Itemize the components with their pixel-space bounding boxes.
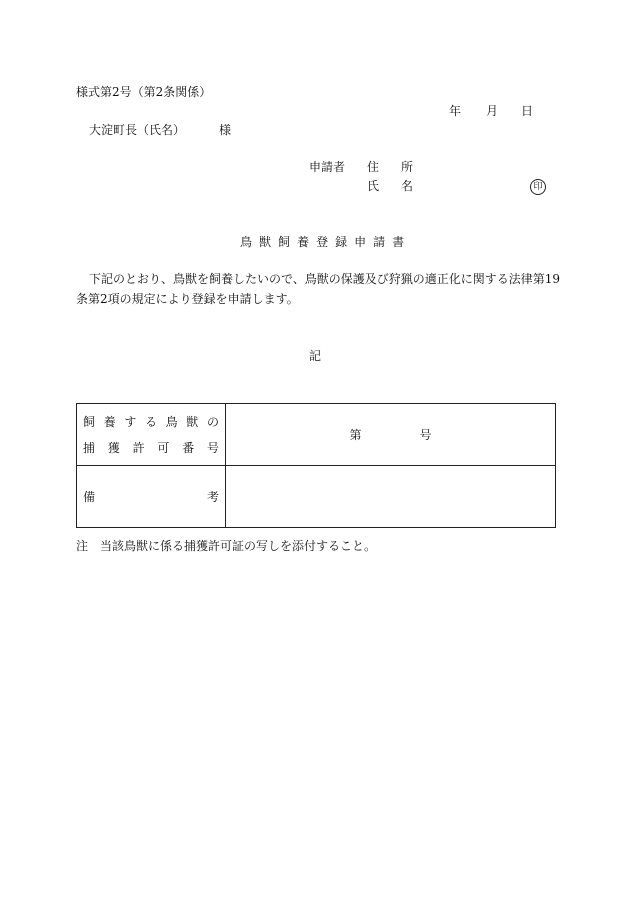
applicant-name-char-1: 氏: [367, 179, 380, 193]
permit-number-go: 号: [419, 428, 432, 442]
remarks-label-cell: [77, 466, 226, 528]
footnote: 注 当該鳥獣に係る捕獲許可証の写しを添付すること。: [76, 539, 377, 553]
label-char: す: [124, 415, 137, 429]
addressee-honorific: 様: [219, 123, 232, 137]
label-line-1: [77, 413, 225, 430]
label-char: 獲: [107, 441, 120, 455]
remarks-field[interactable]: [226, 466, 556, 528]
permit-number-text: [226, 426, 555, 443]
applicant-address-char-1: 住: [367, 160, 380, 174]
applicant-label: 申請者: [309, 160, 346, 174]
permit-number-dai: 第: [349, 428, 362, 442]
label-char: の: [206, 415, 219, 429]
capture-permit-number-field[interactable]: [226, 404, 556, 466]
title-char: 申: [354, 235, 367, 249]
addressee-name: 大淀町長（氏名）: [89, 123, 186, 137]
title-char: 録: [335, 235, 348, 249]
label-char: 捕: [83, 441, 96, 455]
title-char: 獣: [259, 235, 272, 249]
date-year: 年: [449, 104, 462, 118]
applicant-address-char-2: 所: [401, 160, 414, 174]
title-char: 登: [316, 235, 329, 249]
label-char: 考: [206, 490, 219, 504]
table-row: [77, 466, 556, 528]
label-char: 号: [206, 441, 219, 455]
document-title: [240, 236, 404, 248]
application-table: [76, 403, 556, 528]
date-day: 日: [521, 104, 534, 118]
title-char: 養: [297, 235, 310, 249]
form-id: 様式第2号（第2条関係）: [76, 85, 212, 99]
label-char: 養: [103, 415, 116, 429]
seal-mark-icon: 印: [530, 179, 546, 195]
applicant-name-char-2: 名: [401, 179, 414, 193]
label-char: 許: [132, 441, 145, 455]
ki-mark: 記: [309, 349, 322, 363]
title-char: 飼: [278, 235, 291, 249]
title-char: 書: [392, 235, 405, 249]
body-line-2: 条第2項の規定により登録を申請します。: [76, 292, 299, 306]
label-char: 獣: [186, 415, 199, 429]
date-month: 月: [486, 104, 499, 118]
table-row: [77, 404, 556, 466]
label-char: 鳥: [165, 415, 178, 429]
title-char: 請: [373, 235, 386, 249]
label-line-2: [77, 439, 225, 456]
remarks-label: [77, 488, 225, 505]
label-char: る: [144, 415, 157, 429]
label-char: 備: [83, 490, 96, 504]
label-char: 飼: [83, 415, 96, 429]
body-line-1: 下記のとおり、鳥獣を飼養したいので、鳥獣の保護及び狩猟の適正化に関する法律第19: [89, 272, 561, 286]
title-char: 鳥: [240, 235, 253, 249]
label-char: 可: [157, 441, 170, 455]
capture-permit-label-cell: [77, 404, 226, 466]
label-char: 番: [182, 441, 195, 455]
